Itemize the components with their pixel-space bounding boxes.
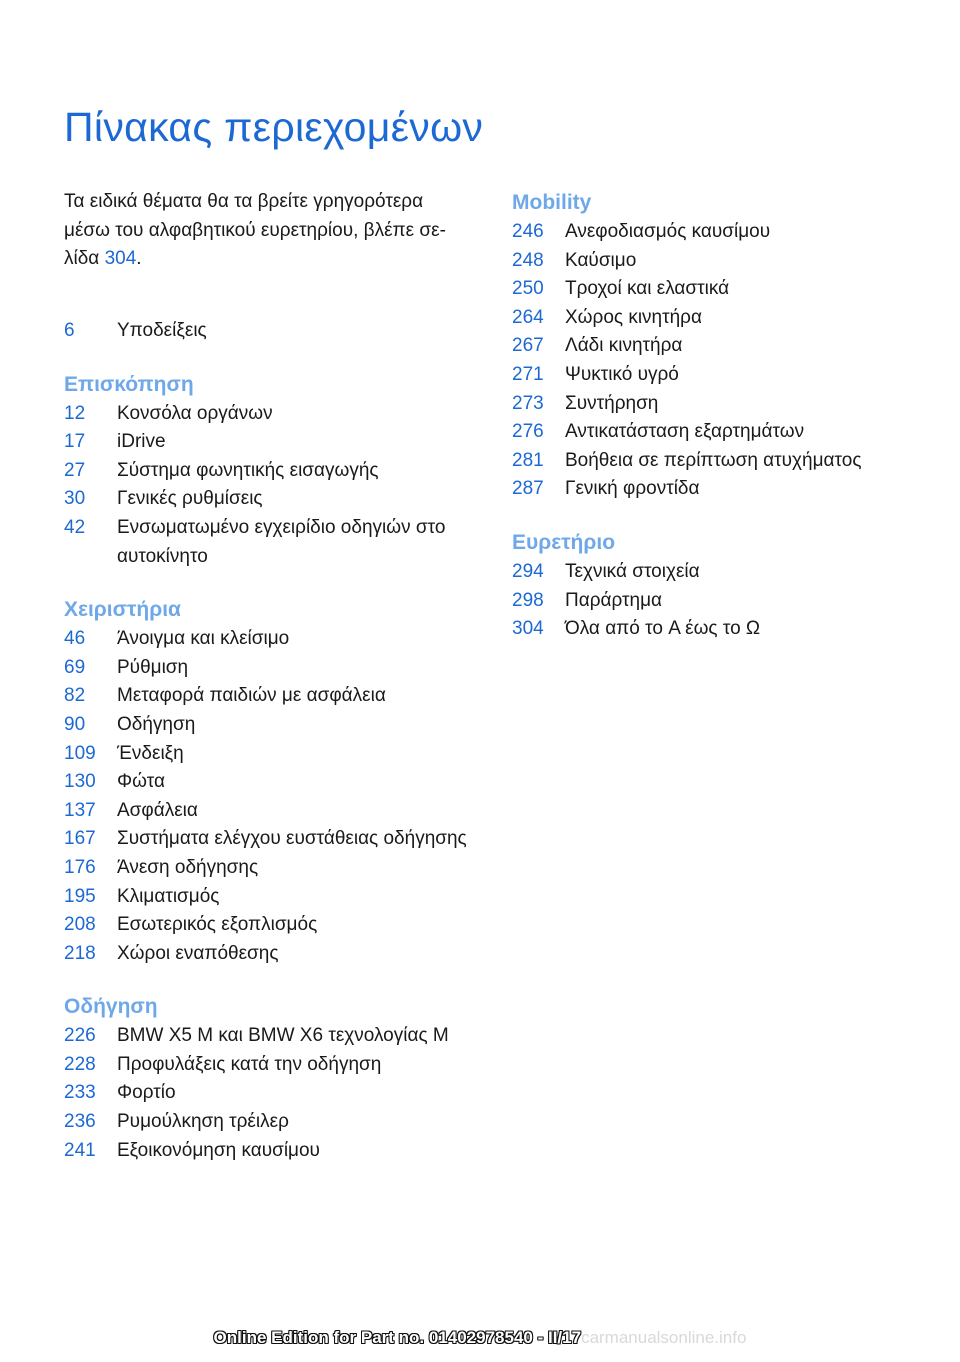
toc-entry[interactable] xyxy=(64,797,484,826)
toc-entry-label[interactable]: Υποδείξεις xyxy=(117,320,207,341)
toc-section xyxy=(64,992,484,1165)
toc-section xyxy=(64,370,484,572)
toc-entry-label[interactable]: Κλιματισμός xyxy=(117,885,220,907)
toc-entry[interactable] xyxy=(512,332,932,361)
toc-page-number[interactable]: 12 xyxy=(64,402,86,424)
toc-entry[interactable] xyxy=(64,883,484,912)
toc-page-number[interactable]: 27 xyxy=(64,459,86,481)
toc-entry[interactable] xyxy=(64,740,484,769)
toc-entry[interactable] xyxy=(512,475,932,504)
toc-entry-label[interactable]: Συντήρηση xyxy=(565,392,659,414)
toc-entry-label[interactable]: Αντικατάσταση εξαρτημάτων xyxy=(565,421,805,443)
toc-entry[interactable] xyxy=(64,825,484,854)
toc-entry-label[interactable]: Κονσόλα οργάνων xyxy=(117,402,273,424)
toc-entry-label[interactable]: Σύστημα φωνητικής εισαγωγής xyxy=(117,459,379,481)
toc-page-number[interactable]: 82 xyxy=(64,685,86,707)
toc-page-number[interactable]: 271 xyxy=(512,363,544,385)
toc-entry[interactable] xyxy=(64,1051,484,1080)
toc-page-number[interactable]: 130 xyxy=(64,771,96,793)
toc-entry[interactable] xyxy=(64,1022,484,1051)
toc-entry-label[interactable]: Ρυμούλκηση τρέιλερ xyxy=(117,1111,289,1133)
toc-page-number[interactable]: 294 xyxy=(512,560,544,582)
toc-entry[interactable] xyxy=(64,768,484,797)
page-title: Πίνακας περιεχομένων xyxy=(64,104,484,150)
toc-entry[interactable] xyxy=(512,615,932,644)
toc-page-number[interactable]: 264 xyxy=(512,306,544,328)
toc-entry-label[interactable]: Εσωτερικός εξοπλισμός xyxy=(117,914,318,936)
toc-entry[interactable] xyxy=(512,418,932,447)
toc-entry[interactable] xyxy=(512,447,932,476)
toc-page-number[interactable]: 42 xyxy=(64,516,86,538)
toc-entry[interactable] xyxy=(512,390,932,419)
toc-entry-label[interactable]: Καύσιμο xyxy=(565,249,637,271)
toc-entry[interactable] xyxy=(64,911,484,940)
toc-page-number[interactable]: 287 xyxy=(512,478,544,500)
toc-entry-label[interactable]: BMW X5 M και BMW X6 τεχνολογίας M xyxy=(117,1025,449,1047)
toc-entry-label[interactable]: Χώροι εναπόθεσης xyxy=(117,942,279,964)
toc-page-number[interactable]: 276 xyxy=(512,421,544,443)
toc-entry-label[interactable]: Άνεση οδήγησης xyxy=(117,856,259,878)
toc-entry-label[interactable]: Γενική φροντίδα xyxy=(565,478,700,500)
toc-entry-label[interactable]: Όλα από το A έως το Ω xyxy=(565,618,761,640)
toc-section xyxy=(64,595,484,968)
toc-entry[interactable] xyxy=(64,400,484,429)
toc-entry[interactable] xyxy=(64,1108,484,1137)
index-page-link[interactable]: 304 xyxy=(104,248,137,269)
footer xyxy=(0,1328,960,1348)
toc-entry[interactable] xyxy=(64,1137,484,1166)
toc-entry[interactable] xyxy=(64,428,484,457)
toc-entry[interactable] xyxy=(64,457,484,486)
toc-page-number[interactable]: 90 xyxy=(64,713,86,735)
toc-page-number[interactable]: 30 xyxy=(64,488,86,510)
toc-left-column xyxy=(64,317,484,1165)
toc-entry-label[interactable]: Συστήματα ελέγχου ευστάθειας οδήγησης xyxy=(117,828,467,850)
toc-page-number[interactable]: 167 xyxy=(64,828,96,850)
toc-right-column xyxy=(512,188,932,644)
toc-entry-label[interactable]: Ασφάλεια xyxy=(117,799,198,821)
toc-entry-label[interactable]: Τροχοί και ελαστικά xyxy=(565,278,730,300)
toc-page-number[interactable]: 267 xyxy=(512,335,544,357)
toc-entry-label[interactable]: Ρύθμιση xyxy=(117,656,189,678)
toc-page-number[interactable]: 218 xyxy=(64,942,96,964)
footer-edition: Online Edition for Part no. 01402978540 - II/17 xyxy=(213,1328,582,1347)
toc-entry-label[interactable]: Παράρτημα xyxy=(565,589,663,611)
section-title: Οδήγηση xyxy=(64,995,158,1019)
toc-page-number[interactable]: 176 xyxy=(64,856,96,878)
toc-section xyxy=(512,528,932,644)
toc-page-number[interactable]: 228 xyxy=(64,1053,96,1075)
section-title: Mobility xyxy=(512,191,592,214)
toc-page-number[interactable]: 246 xyxy=(512,221,544,242)
toc-page-number[interactable]: 236 xyxy=(64,1111,96,1133)
section-title: Ευρετήριο xyxy=(512,530,616,554)
toc-page-number[interactable]: 298 xyxy=(512,589,544,611)
toc-entry[interactable] xyxy=(64,625,484,654)
toc-page-number[interactable]: 241 xyxy=(64,1139,96,1161)
toc-page-number[interactable]: 69 xyxy=(64,656,86,678)
toc-entry-label[interactable]: iDrive xyxy=(117,431,166,453)
toc-entry-label[interactable]: Γενικές ρυθμίσεις xyxy=(117,488,263,510)
toc-entry[interactable] xyxy=(64,1079,484,1108)
toc-page-number[interactable]: 46 xyxy=(64,628,86,650)
toc-entry-label[interactable]: Άνοιγμα και κλείσιμο xyxy=(117,628,290,650)
section-title: Χειριστήρια xyxy=(64,598,181,622)
toc-entry[interactable] xyxy=(64,654,484,683)
toc-entry[interactable] xyxy=(512,304,932,333)
toc-entry-label[interactable]: Εξοικονόμηση καυσίμου xyxy=(117,1139,320,1161)
toc-section xyxy=(512,188,932,504)
toc-entry-label[interactable]: Ανεφοδιασμός καυσίμου xyxy=(565,221,771,242)
toc-page-number[interactable]: 137 xyxy=(64,799,96,821)
toc-page-number[interactable]: 304 xyxy=(512,618,544,640)
toc-entry[interactable] xyxy=(64,514,484,571)
intro-paragraph xyxy=(64,188,474,274)
toc-entry[interactable] xyxy=(512,361,932,390)
toc-entry[interactable] xyxy=(64,940,484,969)
toc-entry-label[interactable]: Οδήγηση xyxy=(117,713,196,735)
toc-entry[interactable] xyxy=(64,682,484,711)
toc-entry-label[interactable]: Βοήθεια σε περίπτωση ατυχήματος xyxy=(565,449,862,471)
toc-entry[interactable] xyxy=(512,587,932,616)
toc-entry[interactable] xyxy=(512,218,932,247)
toc-page-number[interactable]: 250 xyxy=(512,278,544,300)
toc-page-number[interactable]: 109 xyxy=(64,742,96,764)
toc-entry-label[interactable]: Ένδειξη xyxy=(117,742,184,764)
toc-section xyxy=(64,317,484,346)
section-title: Επισκόπηση xyxy=(64,372,194,396)
toc-entry[interactable] xyxy=(64,711,484,740)
toc-entry[interactable] xyxy=(64,485,484,514)
toc-page-number[interactable]: 195 xyxy=(64,885,96,907)
toc-entry-label[interactable]: Φορτίο xyxy=(117,1082,176,1104)
toc-entry-label[interactable]: Φώτα xyxy=(117,771,165,793)
toc-entry-label[interactable]: Τεχνικά στοιχεία xyxy=(565,560,700,582)
toc-entry[interactable] xyxy=(64,854,484,883)
toc-page-number[interactable]: 273 xyxy=(512,392,544,414)
toc-entry-label[interactable]: Προφυλάξεις κατά την οδήγηση xyxy=(117,1053,382,1075)
toc-entry-label[interactable]: Λάδι κινητήρα xyxy=(565,335,683,357)
toc-entry[interactable] xyxy=(64,317,484,346)
footer-watermark: carmanualsonline.info xyxy=(581,1328,747,1347)
intro-text: Τα ειδικά θέματα θα τα βρείτε γρηγορότερα μέσω του αλφαβητικού ευρετηρίου, βλέπε σε-λίδα xyxy=(64,191,446,269)
toc-entry[interactable] xyxy=(512,558,932,587)
toc-entry[interactable] xyxy=(512,247,932,276)
toc-page-number[interactable]: 233 xyxy=(64,1082,96,1104)
toc-page-number[interactable]: 208 xyxy=(64,914,96,936)
toc-page-number[interactable]: 226 xyxy=(64,1025,96,1047)
toc-entry-label[interactable]: Ενσωματωμένο εγχειρίδιο οδηγιών στο αυτοκίνητο xyxy=(117,516,446,567)
toc-page-number[interactable]: 6 xyxy=(64,320,75,341)
toc-page-number[interactable]: 17 xyxy=(64,431,86,453)
toc-entry-label[interactable]: Μεταφορά παιδιών με ασφάλεια xyxy=(117,685,386,707)
intro-end: . xyxy=(136,248,142,269)
toc-entry-label[interactable]: Χώρος κινητήρα xyxy=(565,306,702,328)
toc-entry[interactable] xyxy=(512,275,932,304)
toc-page-number[interactable]: 248 xyxy=(512,249,544,271)
toc-page-number[interactable]: 281 xyxy=(512,449,544,471)
toc-entry-label[interactable]: Ψυκτικό υγρό xyxy=(565,363,679,385)
